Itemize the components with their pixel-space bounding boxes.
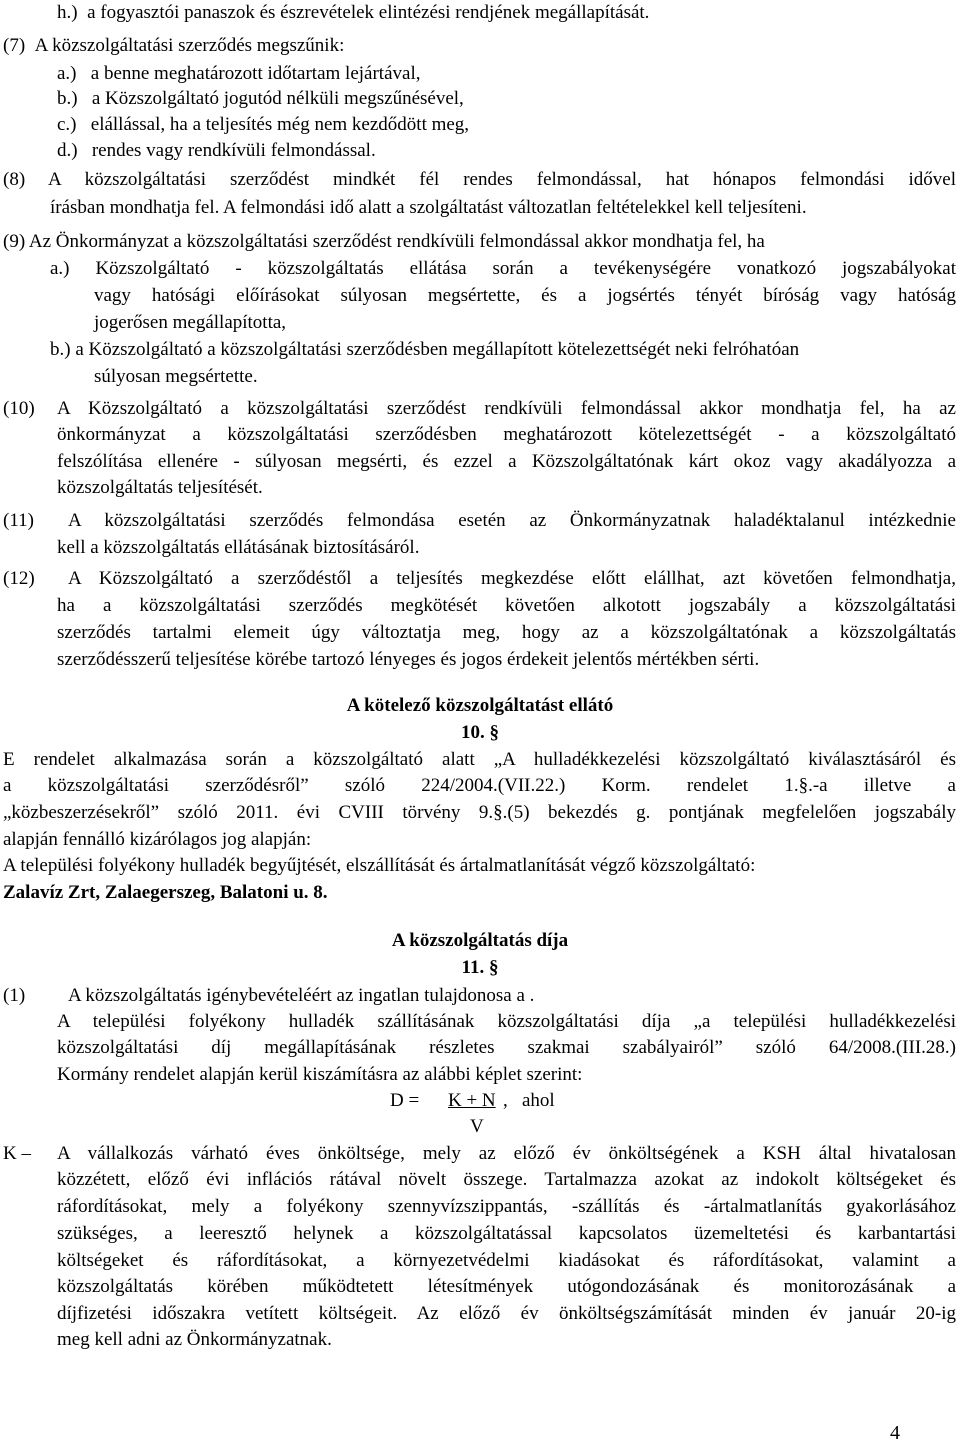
- k-line-1: A vállalkozás várható éves önköltsége, mely az előző év önköltségének a KSH által hivatalosan: [57, 1143, 956, 1164]
- k-line-3: ráfordításokat, mely a folyékony szennyvízszippantás, -szállítás és -ártalmatlanítás gyakorlásához: [57, 1196, 956, 1217]
- k-label: K –: [3, 1143, 31, 1164]
- section-11-line-1: A közszolgáltatás igénybevételéért az ingatlan tulajdonosa a .: [68, 985, 535, 1006]
- section-11-number: [0, 955, 960, 981]
- section-11-line-3: közszolgáltatási díj megállapításának részletes szakmai szabályairól” szóló 64/2008.(III.28.): [57, 1037, 956, 1058]
- paragraph-11-number: (11): [3, 510, 34, 531]
- paragraph-8-line-1: (8) A közszolgáltatási szerződést mindkét fél rendes felmondással, hat hónapos felmondási idővel: [3, 169, 956, 190]
- item-7d: d.) rendes vagy rendkívüli felmondással.: [57, 140, 376, 161]
- section-10-line-5: A települési folyékony hulladék begyűjtését, elszállítását és ártalmatlanítását végző közszolgáltató:: [3, 855, 756, 876]
- section-11-line-4: Kormány rendelet alapján kerül kiszámításra az alábbi képlet szerint:: [57, 1064, 583, 1085]
- k-line-4: szükséges, a leeresztő helynek a közszolgáltatással kapcsolatos üzemeltetési és karbantartási: [57, 1223, 956, 1244]
- paragraph-10-line-4: közszolgáltatás teljesítését.: [57, 477, 263, 498]
- section-sign: §: [489, 722, 499, 743]
- section-10-number: [0, 720, 960, 746]
- formula-rest: , ahol: [503, 1090, 555, 1111]
- paragraph-9a-line-2: vagy hatósági előírásokat súlyosan megsértette, és a jogsértés tényét bíróság vagy hatóság: [94, 285, 956, 306]
- k-line-8: meg kell adni az Önkormányzatnak.: [57, 1329, 332, 1350]
- section-10-line-2: a közszolgáltatási szerződésről” szóló 224/2004.(VII.22.) Korm. rendelet 1.§.-a illetve a: [3, 775, 956, 796]
- k-line-5: költségeket és ráfordításokat, a környezetvédelmi kiadásokat és ráfordításokat, valamint a: [57, 1250, 956, 1271]
- paragraph-10-line-3: felszólítása ellenére - súlyosan megsérti, és ezzel a Közszolgáltatónak kárt okoz vagy akadályozza a: [57, 451, 956, 472]
- paragraph-12-line-2: ha a közszolgáltatási szerződés megkötését követően alkotott jogszabály a közszolgáltatási: [57, 595, 956, 616]
- paragraph-11-line-1: A közszolgáltatási szerződés felmondása esetén az Önkormányzatnak haladéktalanul intézkednie: [68, 510, 956, 531]
- item-7b: b.) a Közszolgáltató jogutód nélküli megszűnésével,: [57, 88, 464, 109]
- k-line-6: közszolgáltatás körében működtetett létesítmények utógondozásának és monitorozásának a: [57, 1276, 956, 1297]
- page-number: 4: [890, 1422, 900, 1444]
- formula-numerator: K + N: [448, 1090, 496, 1111]
- section-11-line-2: A települési folyékony hulladék szállításának közszolgáltatási díja „a települési hulladékkezelési: [57, 1011, 956, 1032]
- item-h: h.) a fogyasztói panaszok és észrevételek elintézési rendjének megállapítását.: [57, 2, 650, 23]
- formula-lhs: D =: [390, 1090, 420, 1111]
- paragraph-12-line-3: szerződés tartalmi elemeit úgy változtatja meg, hogy az a közszolgáltatónak a közszolgáltatás: [57, 622, 956, 643]
- paragraph-7-title: (7) A közszolgáltatási szerződés megszűnik:: [3, 35, 345, 56]
- paragraph-12-line-1: A Közszolgáltató a szerződéstől a teljesítés megkezdése előtt elállhat, azt követően felmondhatja,: [68, 568, 956, 589]
- section-10-line-1: E rendelet alkalmazása során a közszolgáltató alatt „A hulladékkezelési közszolgáltató kiválasztásáról és: [3, 749, 956, 770]
- k-line-7: díjfizetési időszakra vetített költségeit. Az előző év önköltségszámítását minden év január 20-ig: [57, 1303, 956, 1324]
- k-line-2: közzétett, előző évi inflációs rátával növelt összege. Tartalmazza azokat az indokolt költségeket és: [57, 1169, 956, 1190]
- section-10-line-3: „közbeszerzésekről” szóló 2011. évi CVIII törvény 9.§.(5) bekezdés g. pontjának megfelelően jogszabály: [3, 802, 956, 823]
- paragraph-8-line-2: írásban mondhatja fel. A felmondási idő alatt a szolgáltatást változatlan feltételekkel kell teljesíteni.: [50, 197, 807, 218]
- paragraph-9a-line-3: jogerősen megállapította,: [94, 312, 287, 333]
- formula-denominator: V: [470, 1116, 484, 1137]
- section-10-num: 10.: [461, 722, 485, 743]
- section-11-item-number: (1): [3, 985, 26, 1006]
- paragraph-10-line-1: A Közszolgáltató a közszolgáltatási szerződést rendkívüli felmondással akkor mondhatja fel, ha az: [57, 398, 956, 419]
- paragraph-9-line-1: (9) Az Önkormányzat a közszolgáltatási szerződést rendkívüli felmondással akkor mondhatja fel, ha: [3, 231, 765, 252]
- paragraph-12-number: (12): [3, 568, 35, 589]
- paragraph-12-line-4: szerződésszerű teljesítése körébe tartozó lényeges és jogos érdekeit jelentős mértékben sérti.: [57, 649, 760, 670]
- section-11-heading: A közszolgáltatás díja: [391, 930, 569, 951]
- paragraph-9a-line-1: a.) Közszolgáltató - közszolgáltatás ellátása során a tevékenységére vonatkozó jogszabályokat: [50, 258, 956, 279]
- paragraph-10-number: (10): [3, 398, 35, 419]
- section-10-line-4: alapján fennálló kizárólagos jog alapján:: [3, 829, 312, 850]
- item-7a: a.) a benne meghatározott időtartam lejártával,: [57, 63, 421, 84]
- section-10-provider: Zalavíz Zrt, Zalaegerszeg, Balatoni u. 8.: [3, 882, 328, 903]
- section-sign: §: [488, 957, 499, 978]
- paragraph-9b-line-1: b.) a Közszolgáltató a közszolgáltatási szerződésben megállapított kötelezettségét neki felróhatóan: [50, 339, 800, 360]
- section-11-num: 11.: [461, 957, 485, 978]
- paragraph-10-line-2: önkormányzat a közszolgáltatási szerződésben meghatározott kötelezettségét - a közszolgáltató: [57, 424, 956, 445]
- item-7c: c.) elállással, ha a teljesítés még nem kezdődött meg,: [57, 114, 470, 135]
- paragraph-11-line-2: kell a közszolgáltatás ellátásának biztosításáról.: [57, 537, 420, 558]
- section-10-heading: A kötelező közszolgáltatást ellátó: [346, 695, 614, 716]
- paragraph-9b-line-2: súlyosan megsértette.: [94, 366, 258, 387]
